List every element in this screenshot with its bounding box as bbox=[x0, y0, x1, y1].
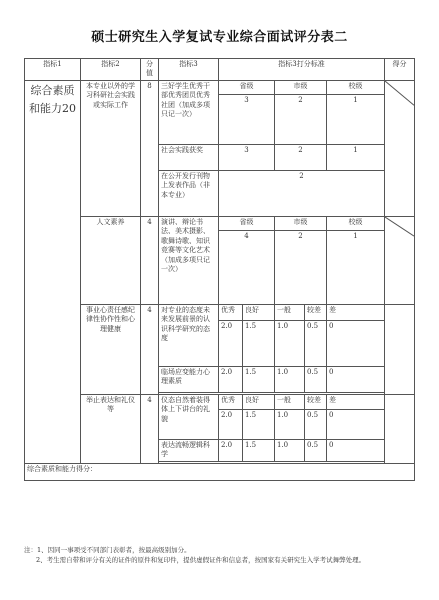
note-1: 注：1、因同一事项受不同部门表彰者，按最高级别加分。 bbox=[24, 546, 191, 554]
s1-indicator2: 本专业以外的学习科研社会实践或实际工作 bbox=[81, 80, 141, 216]
s1-r2-city: 2 bbox=[275, 144, 327, 170]
s1-score-value: 8 bbox=[141, 80, 159, 216]
s4-r1-v2: 1.5 bbox=[243, 409, 275, 439]
header-indicator3: 指标3 bbox=[159, 59, 219, 81]
s3-r2-v4: 0.5 bbox=[305, 366, 327, 392]
s3-r1-v4: 0.5 bbox=[305, 320, 327, 366]
header-indicator2: 指标2 bbox=[81, 59, 141, 81]
s2-level-city: 市级 bbox=[275, 216, 327, 230]
s2-score-cell[interactable] bbox=[385, 216, 415, 304]
s1-r1-province: 3 bbox=[219, 94, 275, 144]
s1-score-cell[interactable] bbox=[385, 80, 415, 216]
s4-r1-v4: 0.5 bbox=[305, 409, 327, 439]
s4-r1-v5: 0 bbox=[327, 409, 385, 439]
category-label: 综合素质和能力20 bbox=[25, 80, 81, 463]
s3-r1-v5: 0 bbox=[327, 320, 385, 366]
s1-r2-school: 1 bbox=[327, 144, 385, 170]
s4-indicator2: 举止表达和礼仪等 bbox=[81, 394, 141, 463]
s4-r1-indicator3: 仪态自然着装得体上下讲台的礼貌 bbox=[159, 394, 219, 439]
s2-indicator3: 演讲、辩论书法、美术摄影、歌舞诗歌、知识竞赛等文化艺术（加成多项只记一次） bbox=[159, 216, 219, 304]
s4-grade-average: 一般 bbox=[275, 394, 305, 409]
s4-r2-v2: 1.5 bbox=[243, 439, 275, 461]
header-score-value: 分值 bbox=[141, 59, 159, 81]
s1-level-province: 省级 bbox=[219, 80, 275, 94]
s3-r1-indicator3: 对专业的态度未来发展前景的认识科学研究的态度 bbox=[159, 304, 219, 366]
s3-r2-v3: 1.0 bbox=[275, 366, 305, 392]
s3-grade-bad: 差 bbox=[327, 304, 385, 320]
notes bbox=[24, 545, 416, 565]
s1-r1-school: 1 bbox=[327, 94, 385, 144]
s4-grade-excellent: 优秀 bbox=[219, 394, 243, 409]
s3-indicator2: 事业心责任感纪律性协作性和心理健康 bbox=[81, 304, 141, 394]
page-title: 硕士研究生入学复试专业综合面试评分表二 bbox=[91, 30, 348, 45]
s4-score-cell[interactable] bbox=[385, 394, 415, 463]
s4-score-value: 4 bbox=[141, 394, 159, 463]
s3-r1-v1: 2.0 bbox=[219, 320, 243, 366]
s3-r2-v1: 2.0 bbox=[219, 366, 243, 392]
s3-grade-good: 良好 bbox=[243, 304, 275, 320]
s3-r2-v2: 1.5 bbox=[243, 366, 275, 392]
s1-r3-value: 2 bbox=[219, 170, 385, 216]
s4-grade-bad: 差 bbox=[327, 394, 385, 409]
s1-r1-city: 2 bbox=[275, 94, 327, 144]
s2-city: 2 bbox=[275, 230, 327, 304]
s4-r2-v4: 0.5 bbox=[305, 439, 327, 461]
diagonal-slash-icon bbox=[385, 81, 414, 216]
s1-r3-indicator3: 在公开发行刊物上发表作品（非本专业） bbox=[159, 170, 219, 216]
s3-r1-v3: 1.0 bbox=[275, 320, 305, 366]
s4-r1-v1: 2.0 bbox=[219, 409, 243, 439]
s1-r2-indicator3: 社会实践获奖 bbox=[159, 144, 219, 170]
total-score-label: 综合素质和能力得分： bbox=[27, 464, 97, 473]
s2-province: 4 bbox=[219, 230, 275, 304]
s3-r2-indicator3: 临场应变能力心理素质 bbox=[159, 366, 219, 392]
s4-r1-v3: 1.0 bbox=[275, 409, 305, 439]
s3-grade-average: 一般 bbox=[275, 304, 305, 320]
header-indicator1: 指标1 bbox=[25, 59, 81, 81]
s4-grade-good: 良好 bbox=[243, 394, 275, 409]
diagonal-slash-icon bbox=[385, 217, 414, 304]
s4-r2-v3: 1.0 bbox=[275, 439, 305, 461]
s3-r2-v5: 0 bbox=[327, 366, 385, 392]
total-score-row[interactable] bbox=[25, 463, 415, 480]
s1-r1-indicator3: 三好学生优秀干部优秀团员优秀社团（加成多项只记一次） bbox=[159, 80, 219, 144]
s4-grade-poor: 较差 bbox=[305, 394, 327, 409]
header-scoring-standard: 指标3打分标准 bbox=[219, 59, 385, 81]
s3-score-value: 4 bbox=[141, 304, 159, 394]
header-score: 得分 bbox=[385, 59, 415, 81]
s4-r2-v5: 0 bbox=[327, 439, 385, 461]
header-row bbox=[25, 59, 415, 81]
s4-r2-v1: 2.0 bbox=[219, 439, 243, 461]
s2-level-province: 省级 bbox=[219, 216, 275, 230]
s3-score-cell[interactable] bbox=[385, 304, 415, 394]
s3-grade-poor: 较差 bbox=[305, 304, 327, 320]
s2-indicator2: 人文素养 bbox=[81, 216, 141, 304]
s2-level-school: 校级 bbox=[327, 216, 385, 230]
s3-r1-v2: 1.5 bbox=[243, 320, 275, 366]
s3-grade-excellent: 优秀 bbox=[219, 304, 243, 320]
s1-level-city: 市级 bbox=[275, 80, 327, 94]
s2-school: 1 bbox=[327, 230, 385, 304]
s1-r2-province: 3 bbox=[219, 144, 275, 170]
note-2: 2、考生需自带和评分有关的证件的原件和复印件，提供虚假证件和信息者，按国家有关研究生入学考试舞弊处理。 bbox=[36, 556, 366, 565]
s4-r2-indicator3: 表达流畅逻辑科学 bbox=[159, 439, 219, 461]
score-table bbox=[24, 58, 415, 481]
s2-score-value: 4 bbox=[141, 216, 159, 304]
s1-level-school: 校级 bbox=[327, 80, 385, 94]
